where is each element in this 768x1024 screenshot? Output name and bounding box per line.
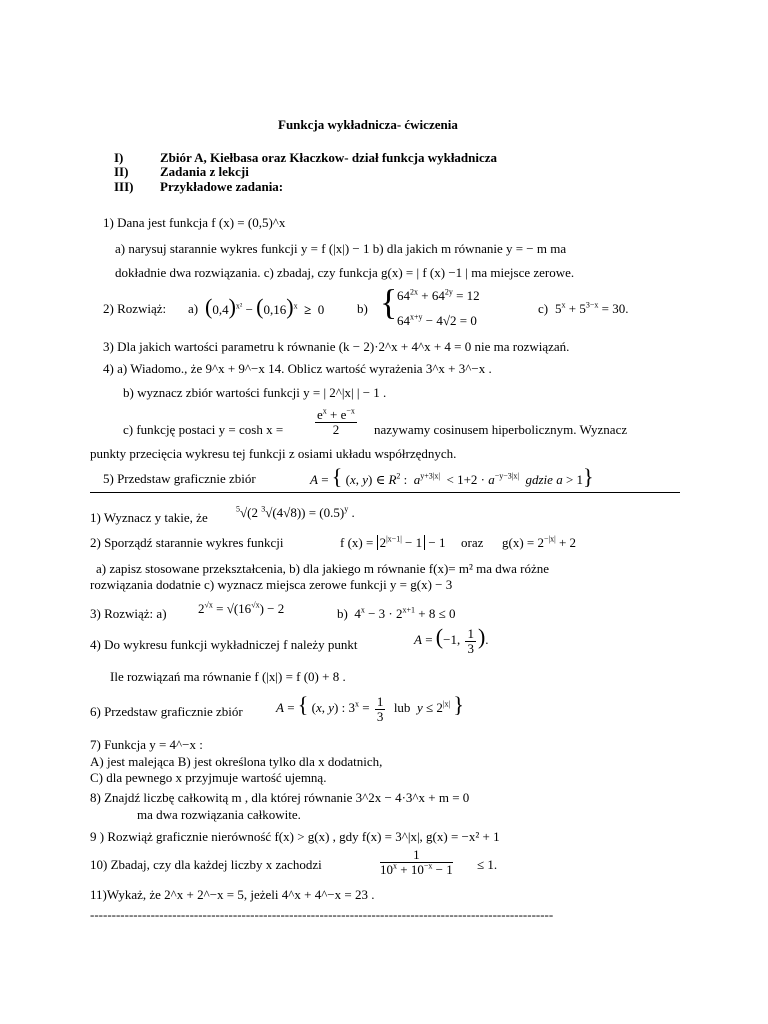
question-2-b: rozwiązania dodatnie c) wyznacz miejsca zerowe funkcji y = g(x) − 3 bbox=[90, 577, 453, 592]
problem-2: 2) Rozwiąż: bbox=[103, 301, 167, 316]
problem-4-c-text: nazywamy cosinusem hiperbolicznym. Wyznacz bbox=[374, 422, 628, 437]
problem-5: 5) Przedstaw graficznie zbiór bbox=[103, 471, 256, 486]
problem-4-c: c) funkcję postaci y = cosh x = bbox=[123, 422, 284, 437]
question-1-expr: $^5$√(2 $^3√(4√8)) = (0.5)^y$ . bbox=[236, 504, 355, 520]
question-1: 1) Wyznacz y takie, że bbox=[90, 510, 208, 525]
outline-num-1: I) bbox=[114, 150, 124, 165]
question-9: 9 ) Rozwiąż graficznie nierówność f(x) > g(x) , gdy f(x) = 3^|x|, g(x) = −x² + 1 bbox=[90, 829, 500, 844]
problem-2-a-label: a) bbox=[188, 301, 199, 316]
question-2-oraz: oraz bbox=[461, 535, 484, 550]
outline-num-2: II) bbox=[114, 164, 129, 179]
question-2-f: f $(x) = 2^{|x-1|} - 1 - 1$ bbox=[340, 534, 446, 550]
outline-text-1: Zbiór A, Kiełbasa oraz Kłaczkow- dział funkcja wykładnicza bbox=[160, 150, 498, 165]
outline-num-3: III) bbox=[114, 179, 134, 194]
question-7-c: C) dla pewnego x przyjmuje wartość ujemną. bbox=[90, 770, 327, 785]
system-eq-2: $64^{x+y} - 4√2 = 0$ bbox=[397, 312, 477, 328]
question-10: 10) Zbadaj, czy dla każdej liczby x zachodzi bbox=[90, 857, 322, 872]
problem-1-a: a) narysuj starannie wykres funkcji y = f (|x|) − 1 b) dla jakich m równanie y = − m ma bbox=[115, 241, 567, 256]
question-4: 4) Do wykresu funkcji wykładniczej f należy punkt bbox=[90, 637, 358, 652]
question-7: 7) Funkcja y = 4^−x : bbox=[90, 737, 203, 752]
question-6: 6) Przedstaw graficznie zbiór bbox=[90, 704, 243, 719]
divider bbox=[90, 492, 680, 493]
question-11: 11)Wykaż, że 2^x + 2^−x = 5, jeżeli 4^x + 4^−x = 23 . bbox=[90, 887, 375, 902]
system-eq-1: $64^{2x} + 64^{2y} = 12$ bbox=[397, 287, 480, 303]
question-3: 3) Rozwiąż: a) bbox=[90, 606, 167, 621]
outline-text-3: Przykładowe zadania: bbox=[160, 179, 284, 194]
problem-2-c-expr: $5^x + 5^{3-x} = 30$. bbox=[555, 300, 629, 316]
question-2-g: $g(x) = 2^{-|x|} + 2$ bbox=[502, 534, 577, 550]
question-2: 2) Sporządź starannie wykres funkcji bbox=[90, 535, 284, 550]
question-6-set: A = { (x, y) : $3^x$ = $\frac{1}{3}$ lub $y \le 2^{|x|}$ } bbox=[276, 692, 464, 724]
problem-5-set: A = { (x, y) ∈ $R^2$ : $a^{y+3|x|} < 1+2 \cdot a^{-y-3|x|}$ gdzie a > 1} bbox=[310, 464, 594, 489]
question-7-a: A) jest malejąca B) jest określona tylko dla x dodatnich, bbox=[90, 754, 383, 769]
problem-2-b-label: b) bbox=[357, 301, 368, 316]
system-brace: { bbox=[380, 282, 398, 322]
outline-text-2: Zadania z lekcji bbox=[160, 164, 249, 179]
question-3-a: $2^{√x} = √(16^{√x}) - 2$ bbox=[198, 600, 285, 616]
page-title: Funkcja wykładnicza- ćwiczenia bbox=[278, 117, 458, 132]
problem-4-c-line2: punkty przecięcia wykresu tej funkcji z osiami układu współrzędnych. bbox=[90, 446, 457, 461]
question-10-end: ≤ 1. bbox=[477, 857, 498, 872]
problem-2-a-expr: $(0,4)^{x^2} - (0,16)^x \ge 0$ bbox=[205, 294, 325, 319]
question-8-b: ma dwa rozwiązania całkowite. bbox=[137, 807, 301, 822]
question-2-a: a) zapisz stosowane przekształcenia, b) dla jakiego m równanie f(x)= m² ma dwa różne bbox=[96, 561, 550, 576]
problem-1-b: dokładnie dwa rozwiązania. c) zbadaj, czy funkcja g(x) = | f (x) −1 | ma miejsce zerowe. bbox=[115, 265, 575, 280]
question-10-frac: $\frac{1}{10^x + 10^{-x} - 1}$ bbox=[380, 847, 453, 877]
question-4-point: A = (−1, $\frac{1}{3}$ ). bbox=[414, 624, 489, 656]
problem-2-c-label: c) bbox=[538, 301, 549, 316]
dashed-line: ----------------------------------------------------------------------------------------------------------- bbox=[90, 907, 554, 922]
question-3-b: b) $4^x - 3 \cdot 2^{x+1} + 8 \le 0$ bbox=[337, 605, 456, 621]
question-4-b: Ile rozwiązań ma równanie f (|x|) = f (0) + 8 . bbox=[110, 669, 346, 684]
problem-4-b: b) wyznacz zbiór wartości funkcji y = | 2^|x| | − 1 . bbox=[123, 385, 387, 400]
problem-4-a: 4) a) Wiadomo., że 9^x + 9^−x 14. Oblicz wartość wyrażenia 3^x + 3^−x . bbox=[103, 361, 492, 376]
problem-1: 1) Dana jest funkcja f (x) = (0,5)^x bbox=[103, 215, 286, 230]
problem-3: 3) Dla jakich wartości parametru k równanie (k − 2)·2^x + 4^x + 4 = 0 nie ma rozwiązań. bbox=[103, 339, 570, 354]
cosh-fraction: $\frac{e^x + e^{-x}}{2}$ bbox=[317, 406, 355, 437]
question-8: 8) Znajdź liczbę całkowitą m , dla której równanie 3^2x − 4·3^x + m = 0 bbox=[90, 790, 470, 805]
